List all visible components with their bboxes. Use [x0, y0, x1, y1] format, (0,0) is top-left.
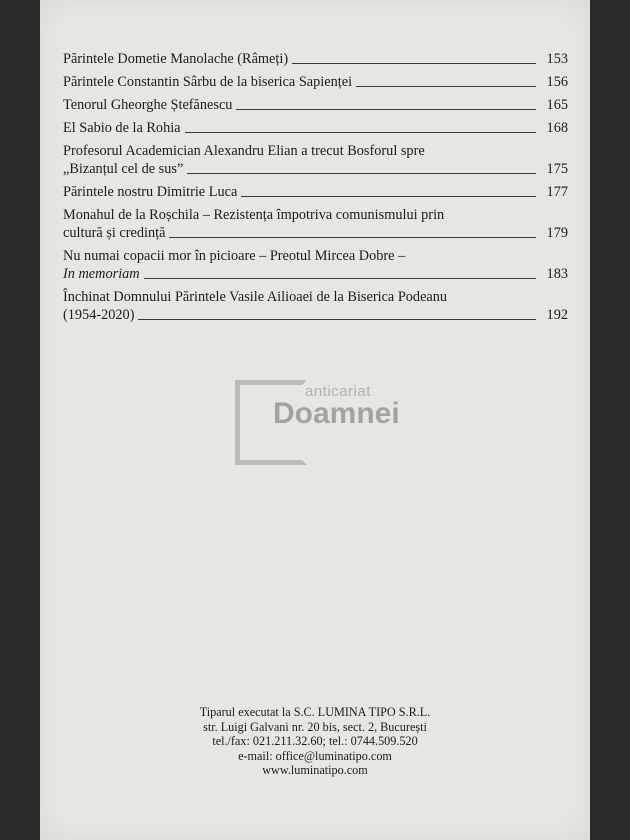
toc-page-number: 175 [546, 161, 568, 177]
toc-page-number: 183 [546, 266, 568, 282]
printer-colophon [40, 705, 590, 778]
toc-entry [63, 247, 568, 283]
toc-entry [63, 142, 568, 178]
toc-entry-title-line2: (1954-2020) [63, 307, 135, 323]
toc-leader [292, 62, 536, 64]
colophon-line: tel./fax: 021.211.32.60; tel.: 0744.509.520 [212, 734, 418, 748]
toc-page-number: 177 [546, 184, 568, 200]
colophon-line: Tiparul executat la S.C. LUMINA TIPO S.R.L. [199, 705, 431, 719]
toc-entry-title: Părintele nostru Dimitrie Luca [63, 184, 238, 200]
toc-entry [63, 288, 568, 324]
colophon-line: www.luminatipo.com [262, 763, 368, 777]
toc-entry-title: Părintele Constantin Sârbu de la biserica Sapienței [63, 74, 353, 90]
watermark-big-text: Doamnei [273, 397, 400, 430]
toc-entry [63, 50, 568, 68]
toc-leader [169, 236, 536, 238]
toc-entry-title-line1: Profesorul Academician Alexandru Elian a trecut Bosforul spre [63, 143, 425, 159]
toc-entry [63, 119, 568, 137]
toc-entry [63, 73, 568, 91]
toc-page-number: 156 [546, 74, 568, 90]
colophon-line: str. Luigi Galvani nr. 20 bis, sect. 2, București [203, 719, 427, 734]
toc-leader [236, 108, 536, 110]
toc-page-number: 153 [546, 51, 568, 67]
toc-entry-title: El Sabio de la Rohia [63, 120, 181, 136]
toc-page-number: 168 [546, 120, 568, 136]
table-of-contents [63, 50, 568, 329]
toc-leader [144, 277, 536, 279]
toc-leader [356, 85, 536, 87]
toc-page-number: 192 [546, 307, 568, 323]
toc-entry-title-line1: Nu numai copacii mor în picioare – Preotul Mircea Dobre – [63, 248, 406, 264]
toc-entry-title: Părintele Dometie Manolache (Râmeți) [63, 51, 289, 67]
watermark-logo [235, 375, 435, 465]
toc-entry-title-line2: In memoriam [63, 266, 140, 282]
toc-page-number: 179 [546, 225, 568, 241]
watermark-small-text: anticariat [305, 383, 371, 400]
toc-leader [138, 318, 536, 320]
colophon-line: e-mail: office@luminatipo.com [238, 748, 392, 763]
toc-page-number: 165 [546, 97, 568, 113]
toc-entry-title-line2: „Bizanțul cel de sus” [63, 161, 184, 177]
toc-entry [63, 206, 568, 242]
toc-entry-title-line1: Monahul de la Roșchila – Rezistența împotriva comunismului prin [63, 207, 445, 223]
toc-entry-title: Tenorul Gheorghe Ștefănescu [63, 97, 233, 113]
toc-leader [187, 172, 536, 174]
toc-entry [63, 96, 568, 114]
toc-entry [63, 183, 568, 201]
toc-entry-title-line2: cultură și credință [63, 225, 166, 241]
book-page [40, 0, 590, 840]
toc-entry-title-line1: Închinat Domnului Părintele Vasile Ailioaei de la Biserica Podeanu [63, 289, 448, 305]
toc-leader [185, 131, 536, 133]
toc-leader [241, 195, 536, 197]
